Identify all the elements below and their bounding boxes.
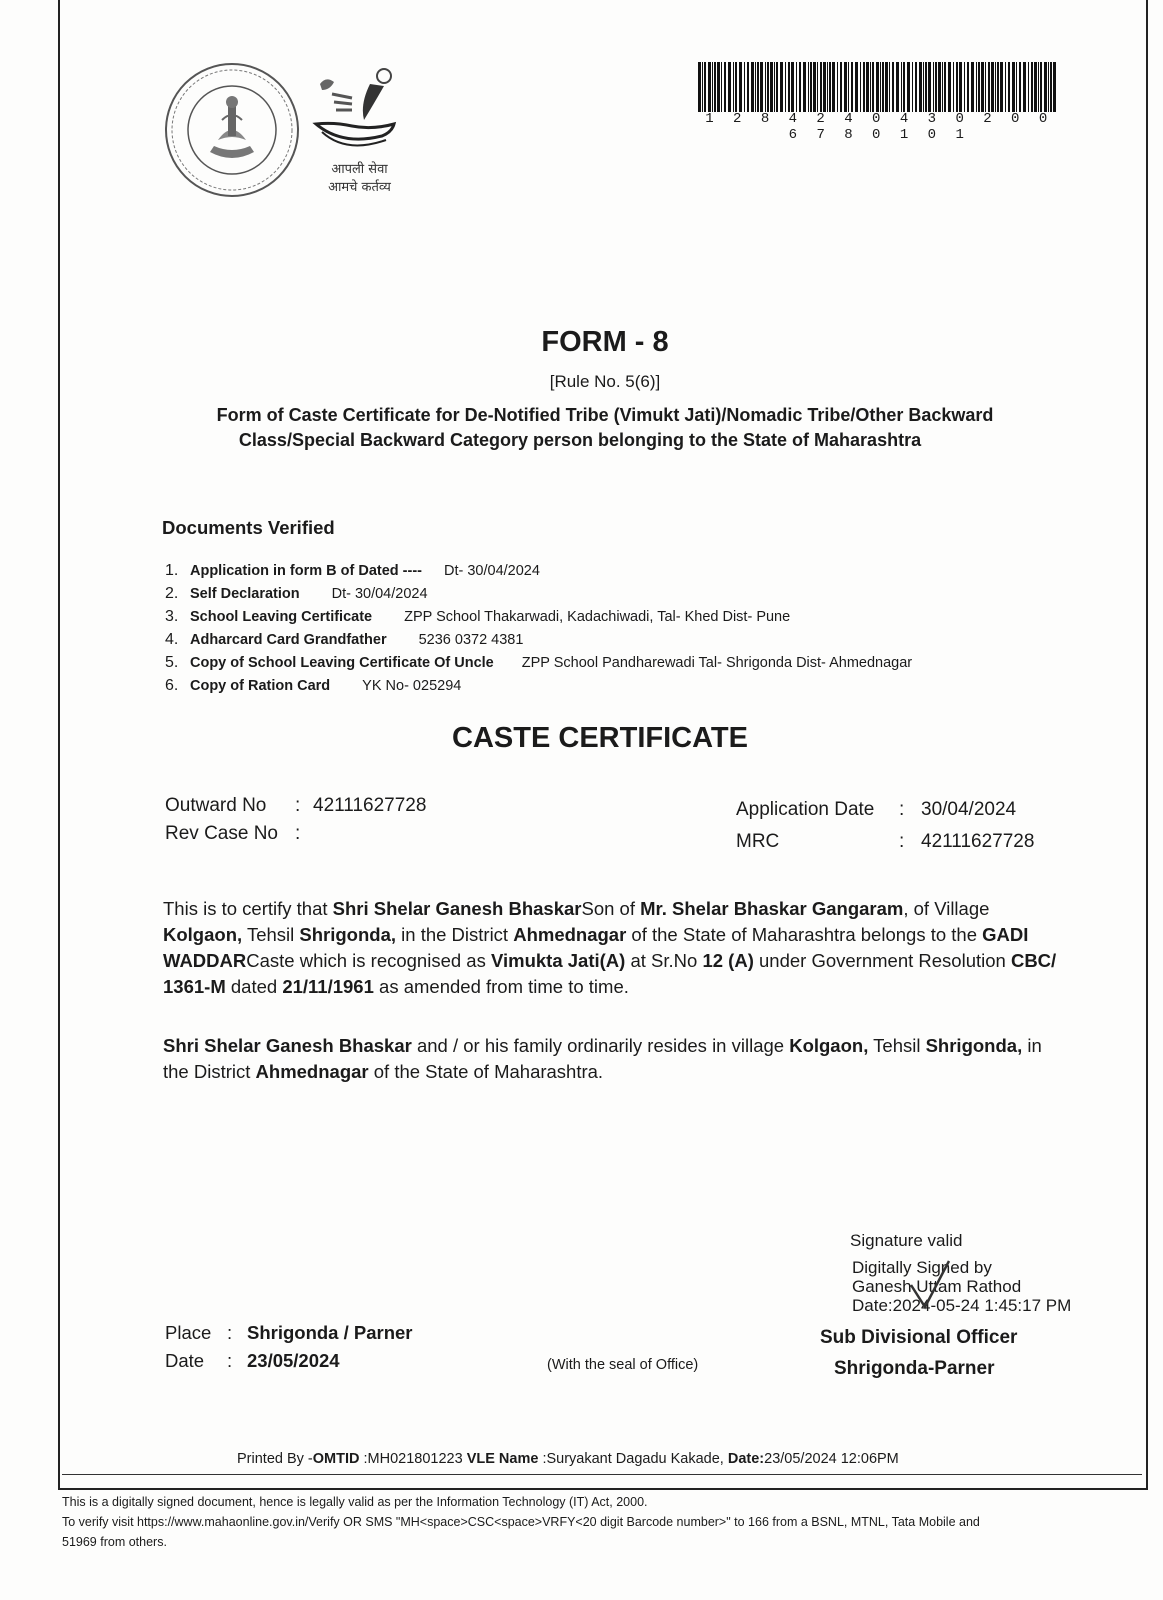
place-row: Place : Shrigonda / Parner: [165, 1322, 413, 1343]
barcode-bar: [785, 62, 786, 112]
document-item: 2. Self Declaration Dt- 30/04/2024: [165, 585, 428, 602]
barcode-bar: [903, 62, 905, 112]
barcode-bar: [1053, 62, 1056, 112]
date-row: Date : 23/05/2024: [165, 1350, 340, 1371]
barcode-bar: [751, 62, 754, 112]
barcode-bar: [832, 62, 835, 112]
barcode-bar: [728, 62, 731, 112]
form-subtitle-line1: Form of Caste Certificate for De-Notified Tribe (Vimukt Jati)/Nomadic Tribe/Other Backward: [216, 405, 994, 425]
barcode-bar: [967, 62, 969, 112]
certification-paragraph: This is to certify that Shri Shelar Ganesh BhaskarSon of Mr. Shelar Bhaskar Gangaram, of Village Kolgaon, Tehsil Shrigonda, in the District Ahmednagar of the State of Maharashtra belongs to the GADI WADDARCaste which is recognised as Vimukta Jati(A) at Sr.No 12 (A) under Government Resolution CBC/ 1361-M dated 21/11/1961 as amended from time to time.: [163, 898, 1057, 997]
barcode-bar: [997, 62, 999, 112]
outward-number: 42111627728: [313, 795, 427, 816]
place-value: Shrigonda / Parner: [247, 1322, 413, 1343]
date-value: 23/05/2024: [247, 1350, 340, 1371]
document-item: 4. Adharcard Card Grandfather 5236 0372 4381: [165, 631, 524, 648]
barcode-bar: [704, 62, 706, 112]
residence-paragraph: Shri Shelar Ganesh Bhaskar and / or his family ordinarily resides in village Kolgaon, Tehsil Shrigonda, in the District Ahmednagar of the State of Maharashtra.: [163, 1035, 1042, 1082]
barcode-bar: [820, 62, 822, 112]
mrc-number: 42111627728: [921, 831, 1035, 852]
barcode-bar: [837, 62, 838, 112]
barcode-bar: [1028, 62, 1029, 112]
hand-service-icon: [312, 64, 407, 154]
barcode-bar: [1005, 62, 1006, 112]
barcode-bar: [860, 62, 861, 112]
maharashtra-seal-icon: [162, 60, 302, 200]
barcode: [698, 62, 1058, 112]
barcode-bar: [848, 62, 849, 112]
barcode-bar: [1050, 62, 1052, 112]
barcode-bar: [995, 62, 996, 112]
barcode-bar: [872, 62, 874, 112]
barcode-bar: [851, 62, 853, 112]
barcode-bar: [767, 62, 769, 112]
barcode-bar: [1019, 62, 1021, 112]
father-name: Mr. Shelar Bhaskar Gangaram: [640, 898, 904, 919]
barcode-bar: [774, 62, 775, 112]
rev-case-row: Rev Case No :: [165, 823, 301, 844]
signature-check-icon: [905, 1255, 955, 1315]
barcode-bar: [765, 62, 766, 112]
barcode-bar: [698, 62, 701, 112]
barcode-bar: [915, 62, 917, 112]
barcode-bar: [863, 62, 865, 112]
barcode-bar: [1000, 62, 1003, 112]
barcode-bar: [760, 62, 763, 112]
barcode-bar: [938, 62, 941, 112]
barcode-bar: [791, 62, 794, 112]
logo-tagline-2: आमचे कर्तव्य: [328, 180, 391, 195]
barcode-bar: [1031, 62, 1033, 112]
barcode-bar: [896, 62, 899, 112]
document-item: 1. Application in form B of Dated ---- Dt- 30/04/2024: [165, 562, 540, 579]
barcode-bar: [882, 62, 884, 112]
footer-divider: [62, 1474, 1142, 1475]
barcode-bar: [892, 62, 894, 112]
signature-valid: Signature valid: [850, 1231, 963, 1250]
document-item: 5. Copy of School Leaving Certificate Of Uncle ZPP School Pandharewadi Tal- Shrigonda Dist- Ahmednagar: [165, 654, 913, 671]
barcode-bar: [1048, 62, 1049, 112]
barcode-bar: [721, 62, 722, 112]
barcode-bar: [907, 62, 910, 112]
barcode-bar: [1040, 62, 1042, 112]
documents-list: [165, 562, 912, 700]
caste-category: Vimukta Jati(A): [490, 950, 626, 971]
application-date: 30/04/2024: [921, 799, 1017, 820]
barcode-bar: [840, 62, 842, 112]
barcode-bar: [855, 62, 858, 112]
barcode-bar: [956, 62, 958, 112]
barcode-bar: [1044, 62, 1047, 112]
barcode-bar: [744, 62, 745, 112]
barcode-bar: [747, 62, 749, 112]
barcode-bar: [942, 62, 943, 112]
barcode-bar: [724, 62, 726, 112]
barcode-bar: [817, 62, 818, 112]
barcode-bar: [953, 62, 954, 112]
barcode-bar: [928, 62, 931, 112]
barcode-bar: [827, 62, 828, 112]
barcode-bar: [780, 62, 783, 112]
barcode-bar: [813, 62, 816, 112]
barcode-bar: [912, 62, 913, 112]
disclaimer: This is a digitally signed document, hence is legally valid as per the Information Technology (IT) Act, 2000. To verify visit https://www.mahaonline.gov.in/Verify OR SMS "MH<space>CSC<space>VRFY<20 digit Barcode number>" to 166 from a BSNL, MTNL, Tata Mobile and 51969 from others.: [62, 1495, 980, 1549]
barcode-bar: [1008, 62, 1010, 112]
barcode-bar: [919, 62, 922, 112]
printed-by: Printed By -OMTID :MH021801223 VLE Name :Suryakant Dagadu Kakade, Date:23/05/2024 12:06PM: [237, 1451, 899, 1467]
service-logo: [312, 64, 407, 204]
barcode-bar: [948, 62, 951, 112]
barcode-bar: [803, 62, 806, 112]
logo-tagline-1: आपली सेवा: [331, 162, 388, 177]
barcode-bar: [735, 62, 737, 112]
barcode-bar: [702, 62, 703, 112]
barcode-bar: [770, 62, 773, 112]
application-date-row: Application Date : 30/04/2024: [736, 799, 1017, 820]
certificate-title: CASTE CERTIFICATE: [452, 722, 748, 754]
barcode-bar: [733, 62, 734, 112]
barcode-bar: [712, 62, 713, 112]
form-subtitle-line2: Class/Special Backward Category person belonging to the State of Maharashtra: [238, 430, 922, 450]
barcode-bar: [717, 62, 720, 112]
barcode-bar: [991, 62, 994, 112]
barcode-bar: [885, 62, 888, 112]
barcode-bar: [829, 62, 831, 112]
barcode-bar: [933, 62, 934, 112]
barcode-bar: [1016, 62, 1017, 112]
barcode-bar: [971, 62, 974, 112]
barcode-bar: [755, 62, 756, 112]
barcode-bar: [1038, 62, 1039, 112]
outward-number-row: Outward No : 42111627728: [165, 795, 427, 816]
barcode-bar: [866, 62, 869, 112]
barcode-bar: [810, 62, 812, 112]
barcode-bar: [1034, 62, 1037, 112]
barcode-bar: [923, 62, 924, 112]
mrc-row: MRC : 42111627728: [736, 831, 1035, 852]
documents-heading: Documents Verified: [162, 517, 335, 538]
barcode-bar: [935, 62, 937, 112]
applicant-name: Shri Shelar Ganesh Bhaskar: [332, 898, 582, 919]
officer-title: Sub Divisional Officer: [820, 1327, 1018, 1348]
digital-signature: Digitally Signed by Ganesh Uttam Rathod Date:2024-05-24 1:45:17 PM: [852, 1258, 1072, 1315]
officer-office: Shrigonda-Parner: [834, 1358, 995, 1379]
barcode-bar: [823, 62, 826, 112]
barcode-bar: [889, 62, 890, 112]
barcode-bar: [944, 62, 946, 112]
barcode-bar: [880, 62, 881, 112]
barcode-bar: [708, 62, 711, 112]
barcode-bar: [901, 62, 902, 112]
form-title: FORM - 8: [541, 326, 669, 358]
barcode-number: 1 2 8 4 2 4 0 4 3 0 2 0 0 6 7 8 0 1 0 1: [705, 111, 1053, 143]
seal-note: (With the seal of Office): [547, 1357, 699, 1373]
barcode-bar: [788, 62, 790, 112]
barcode-bar: [978, 62, 980, 112]
barcode-bar: [1023, 62, 1026, 112]
barcode-bar: [799, 62, 801, 112]
rule-number: [Rule No. 5(6)]: [549, 372, 661, 391]
barcode-bar: [844, 62, 847, 112]
barcode-bar: [776, 62, 778, 112]
document-item: 6. Copy of Ration Card YK No- 025294: [165, 677, 462, 694]
document-item: 3. School Leaving Certificate ZPP School Thakarwadi, Kadachiwadi, Tal- Khed Dist- Pune: [165, 608, 791, 625]
barcode-bar: [959, 62, 962, 112]
barcode-bar: [714, 62, 716, 112]
barcode-bar: [876, 62, 879, 112]
barcode-bar: [925, 62, 927, 112]
barcode-bar: [870, 62, 871, 112]
barcode-bar: [964, 62, 965, 112]
barcode-bar: [796, 62, 797, 112]
barcode-bar: [757, 62, 759, 112]
barcode-bar: [981, 62, 984, 112]
barcode-bar: [985, 62, 986, 112]
barcode-bar: [739, 62, 742, 112]
barcode-bar: [808, 62, 809, 112]
barcode-bar: [976, 62, 977, 112]
caste-name: GADI WADDAR: [163, 924, 1029, 971]
barcode-bar: [1012, 62, 1015, 112]
barcode-bar: [988, 62, 990, 112]
